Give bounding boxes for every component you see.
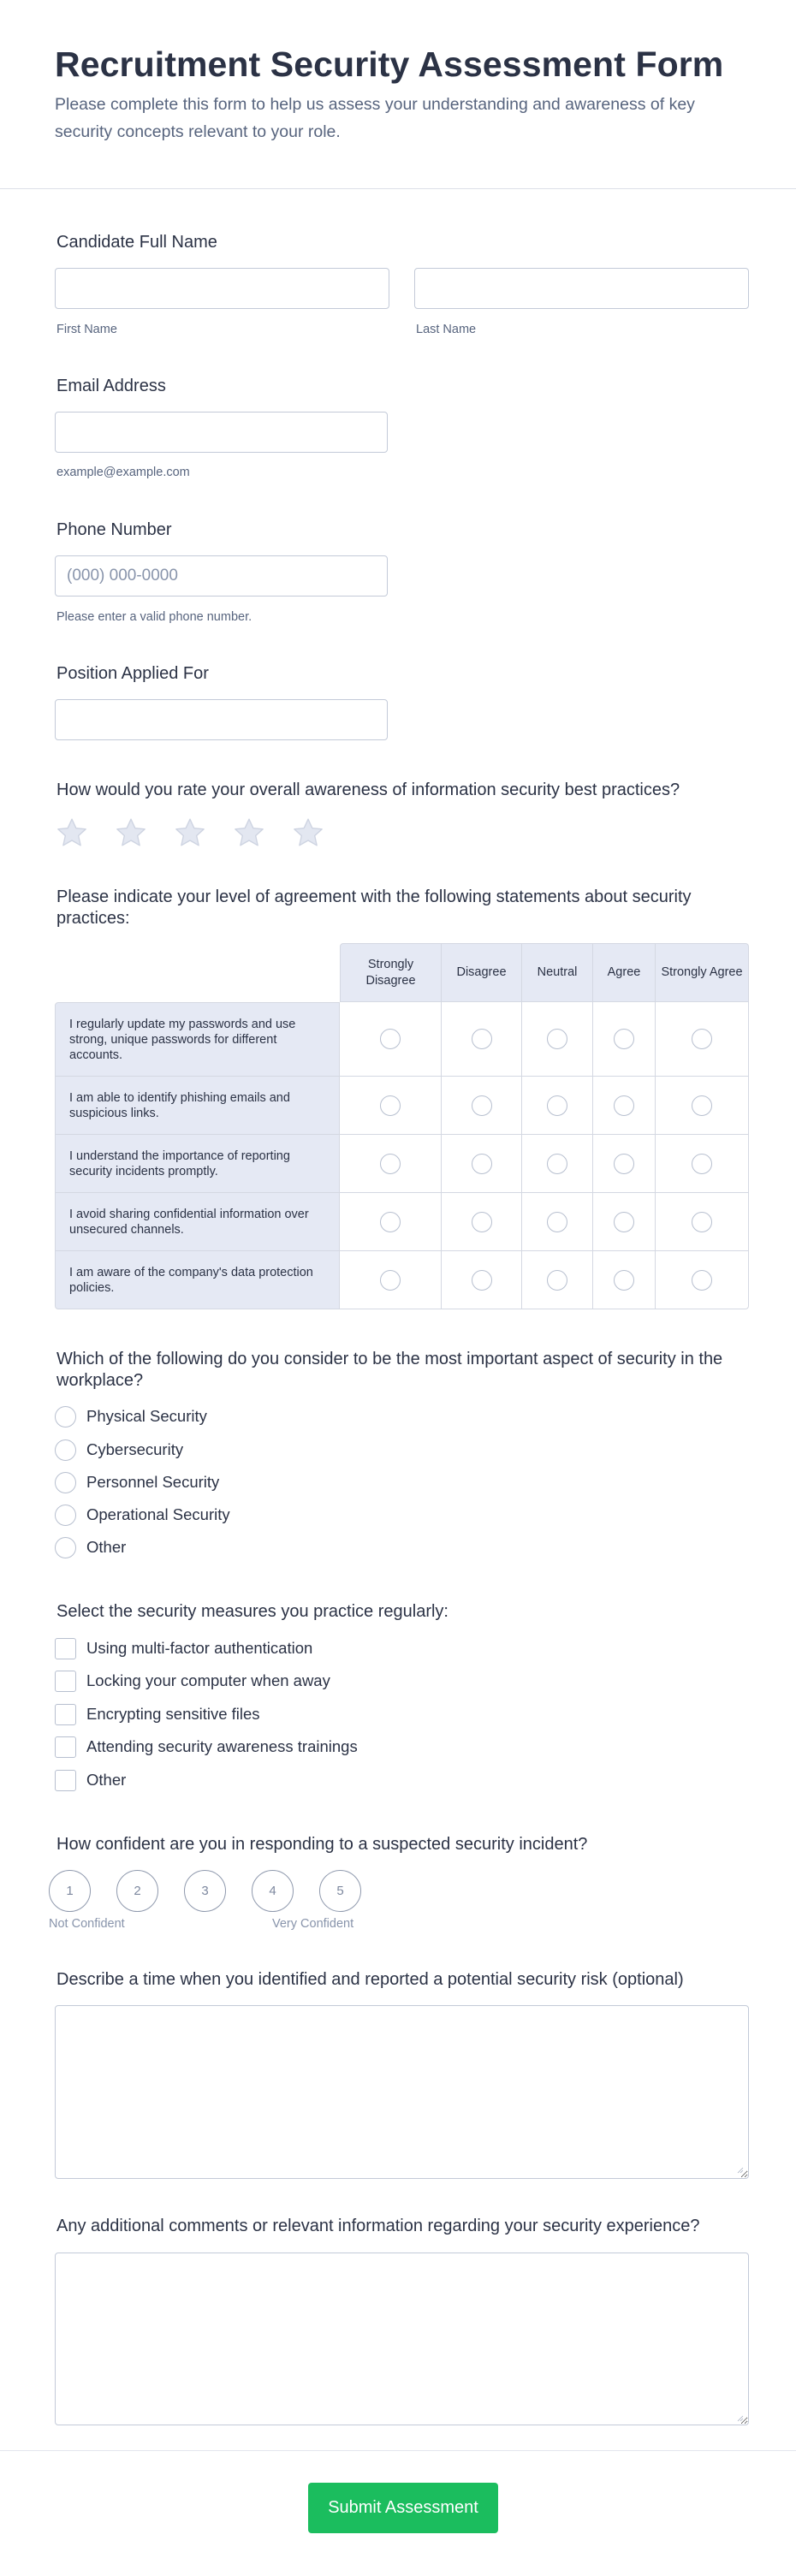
matrix-radio[interactable]	[472, 1154, 492, 1174]
matrix-col-header: Neutral	[522, 943, 593, 1002]
phone-input[interactable]	[55, 555, 388, 597]
matrix-radio[interactable]	[692, 1154, 712, 1174]
matrix-row-label: I understand the importance of reporting security incidents promptly.	[55, 1135, 340, 1193]
matrix-radio[interactable]	[547, 1029, 567, 1049]
scale-option-3[interactable]: 3	[184, 1870, 226, 1912]
matrix-row-label: I avoid sharing confidential information over unsecured channels.	[55, 1193, 340, 1251]
comments-textarea[interactable]	[55, 2253, 749, 2425]
matrix-radio[interactable]	[614, 1212, 634, 1232]
matrix-row	[55, 1077, 749, 1135]
comments-label: Any additional comments or relevant information regarding your security experience?	[56, 2217, 700, 2235]
matrix-row	[55, 1002, 749, 1077]
scale-min-label: Not Confident	[49, 1917, 125, 1931]
matrix-radio[interactable]	[614, 1154, 634, 1174]
checkbox[interactable]	[55, 1638, 76, 1659]
radio-option-cybersecurity[interactable]: Cybersecurity	[55, 1439, 183, 1461]
star-icon[interactable]	[291, 816, 325, 850]
matrix-radio[interactable]	[472, 1095, 492, 1116]
matrix-row	[55, 1135, 749, 1193]
radio-option-other[interactable]: Other	[55, 1536, 126, 1558]
page-title: Recruitment Security Assessment Form	[55, 45, 724, 84]
star-icon[interactable]	[173, 816, 207, 850]
matrix-radio[interactable]	[380, 1270, 401, 1291]
submit-button[interactable]: Submit Assessment	[308, 2483, 498, 2533]
matrix-radio[interactable]	[692, 1212, 712, 1232]
position-label: Position Applied For	[56, 664, 209, 683]
matrix-radio[interactable]	[614, 1095, 634, 1116]
email-label: Email Address	[56, 377, 166, 395]
matrix-radio[interactable]	[380, 1154, 401, 1174]
scale-option-4[interactable]: 4	[252, 1870, 294, 1912]
risk-story-textarea[interactable]	[55, 2005, 749, 2179]
scale-max-label: Very Confident	[272, 1917, 354, 1931]
phone-label: Phone Number	[56, 520, 172, 539]
footer-divider	[0, 2450, 796, 2451]
star-icon[interactable]	[114, 816, 148, 850]
form-header	[0, 0, 796, 189]
matrix-radio[interactable]	[472, 1212, 492, 1232]
position-input[interactable]	[55, 699, 388, 740]
matrix-radio[interactable]	[472, 1270, 492, 1291]
matrix-radio[interactable]	[692, 1029, 712, 1049]
matrix-row-label: I regularly update my passwords and use strong, unique passwords for different accounts.	[55, 1002, 340, 1077]
agreement-matrix	[55, 943, 749, 1309]
scale-option-1[interactable]: 1	[49, 1870, 91, 1912]
radio-circle[interactable]	[55, 1439, 76, 1461]
measures-question: Select the security measures you practice regularly:	[56, 1602, 448, 1621]
checkbox-option-mfa[interactable]: Using multi-factor authentication	[55, 1637, 312, 1659]
first-name-input[interactable]	[55, 268, 389, 309]
matrix-radio[interactable]	[380, 1029, 401, 1049]
matrix-radio[interactable]	[472, 1029, 492, 1049]
aspect-question: Which of the following do you consider to be the most important aspect of security in the workplace?	[56, 1350, 723, 1390]
checkbox[interactable]	[55, 1770, 76, 1791]
checkbox-option-encrypt-files[interactable]: Encrypting sensitive files	[55, 1703, 260, 1725]
star-icon[interactable]	[55, 816, 89, 850]
checkbox-option-trainings[interactable]: Attending security awareness trainings	[55, 1736, 358, 1758]
scale-option-2[interactable]: 2	[116, 1870, 158, 1912]
radio-option-personnel-security[interactable]: Personnel Security	[55, 1471, 219, 1493]
page-subtitle: Please complete this form to help us assess your understanding and awareness of key security concepts relevant to your role.	[55, 95, 695, 141]
full-name-label: Candidate Full Name	[56, 233, 217, 252]
matrix-radio[interactable]	[692, 1270, 712, 1291]
matrix-col-header: Strongly Disagree	[340, 943, 442, 1002]
matrix-radio[interactable]	[547, 1154, 567, 1174]
matrix-col-header: Disagree	[442, 943, 522, 1002]
matrix-col-header: Strongly Agree	[656, 943, 749, 1002]
last-name-input[interactable]	[414, 268, 749, 309]
star-rating	[55, 816, 350, 850]
radio-circle[interactable]	[55, 1537, 76, 1558]
last-name-sublabel: Last Name	[416, 323, 477, 336]
email-hint: example@example.com	[56, 466, 190, 479]
matrix-radio[interactable]	[692, 1095, 712, 1116]
radio-circle[interactable]	[55, 1406, 76, 1427]
matrix-radio[interactable]	[614, 1029, 634, 1049]
matrix-radio[interactable]	[614, 1270, 634, 1291]
matrix-radio[interactable]	[547, 1212, 567, 1232]
matrix-row	[55, 1251, 749, 1309]
phone-hint: Please enter a valid phone number.	[56, 610, 252, 624]
radio-option-physical-security[interactable]: Physical Security	[55, 1405, 207, 1427]
scale-option-5[interactable]: 5	[319, 1870, 361, 1912]
radio-option-operational-security[interactable]: Operational Security	[55, 1504, 230, 1526]
risk-story-label: Describe a time when you identified and reported a potential security risk (optional)	[56, 1970, 684, 1989]
rating-question: How would you rate your overall awareness of information security best practices?	[56, 781, 680, 799]
matrix-radio[interactable]	[380, 1212, 401, 1232]
matrix-row-label: I am able to identify phishing emails and suspicious links.	[55, 1077, 340, 1135]
checkbox[interactable]	[55, 1736, 76, 1758]
radio-circle[interactable]	[55, 1505, 76, 1526]
matrix-radio[interactable]	[380, 1095, 401, 1116]
radio-circle[interactable]	[55, 1472, 76, 1493]
checkbox[interactable]	[55, 1704, 76, 1725]
matrix-question: Please indicate your level of agreement with the following statements about security practices:	[56, 887, 692, 928]
confidence-question: How confident are you in responding to a suspected security incident?	[56, 1835, 588, 1854]
matrix-col-header: Agree	[593, 943, 656, 1002]
matrix-radio[interactable]	[547, 1270, 567, 1291]
checkbox-option-lock-computer[interactable]: Locking your computer when away	[55, 1670, 330, 1692]
checkbox-option-other[interactable]: Other	[55, 1769, 126, 1791]
star-icon[interactable]	[232, 816, 266, 850]
matrix-row-label: I am aware of the company's data protection policies.	[55, 1251, 340, 1309]
checkbox[interactable]	[55, 1671, 76, 1692]
matrix-radio[interactable]	[547, 1095, 567, 1116]
email-input[interactable]	[55, 412, 388, 453]
matrix-row	[55, 1193, 749, 1251]
confidence-scale	[49, 1870, 387, 1912]
first-name-sublabel: First Name	[56, 323, 117, 336]
